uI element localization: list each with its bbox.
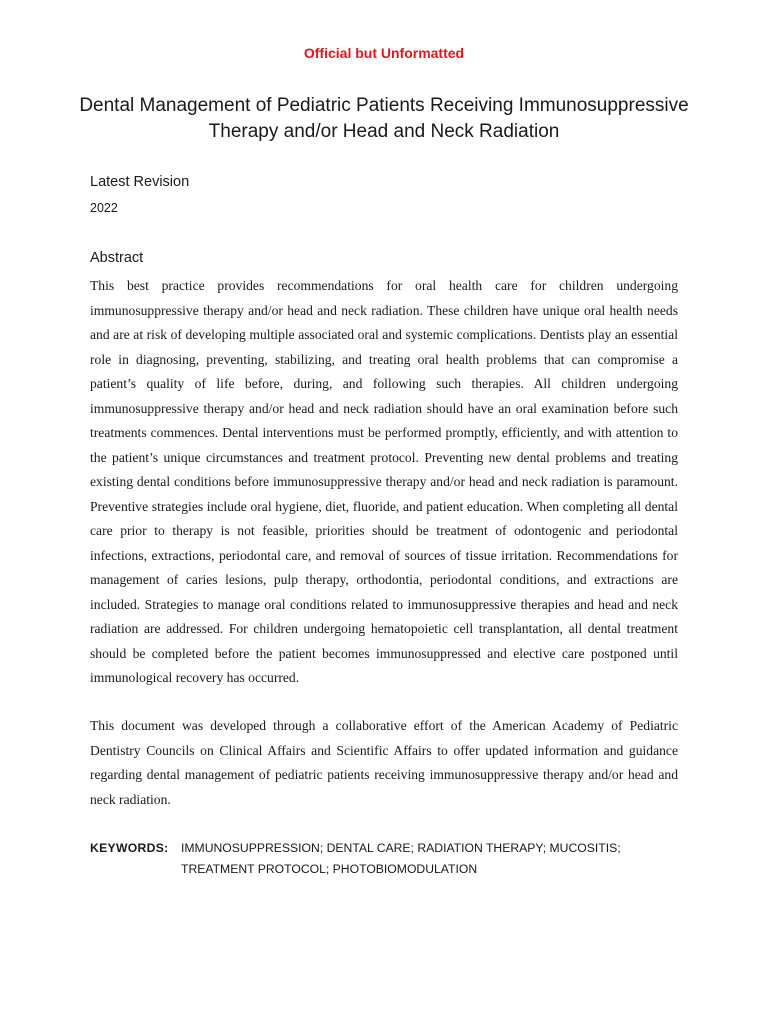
abstract-paragraph-2: This document was developed through a collaborative effort of the American Academy of Pediatric Dentistry Councils on Clinical Affairs and Scientific Affairs to offer updated information and guidance regarding dental management of pediatric patients receiving immunosuppressive therapy and/or head and neck radiation. [90,718,678,807]
document-title: Dental Management of Pediatric Patients Receiving Immunosuppressive Therapy and/or Head and Neck Radiation [79,95,689,142]
abstract-paragraph-1: This best practice provides recommendations for oral health care for children undergoing immunosuppressive therapy and/or head and neck radiation. These children have unique oral health needs and are at risk of developing multiple associated oral and systemic complications. Dentists play an essential role in diagnosing, preventing, stabilizing, and treating oral health problems that can compromise a patient’s quality of life before, during, and following such therapies. All children undergoing immunosuppressive therapy and/or head and neck radiation should have an oral examination before such treatments commences. Dental interventions must be performed promptly, efficiently, and with attention to the patient’s unique circumstances and treatment protocol. Preventing new dental problems and treating existing dental conditions before immunosuppressive therapy and/or head and neck radiation is paramount. Preventive strategies include oral hygiene, diet, fluoride, and patient education. When completing all dental care prior to therapy is not feasible, priorities should be treatment of odontogenic and periodontal infections, extractions, periodontal care, and removal of sources of tissue irritation. Recommendations for management of caries lesions, pulp therapy, orthodontia, periodontal conditions, and extractions are included. Strategies to manage oral conditions related to immunosuppressive therapies and head and neck radiation are addressed. For children undergoing hematopoietic cell transplantation, all dental treatment should be completed before the patient becomes immunosuppressed and elective care postponed until immunological recovery has occurred. [90,278,678,685]
keywords-list: IMMUNOSUPPRESSION; DENTAL CARE; RADIATION THERAPY; MUCOSITIS; TREATMENT PROTOCOL; PHOTOBIOMODULATION [181,841,621,876]
keywords-label: KEYWORDS: [90,841,169,855]
keywords-block [90,838,678,880]
revision-year: 2022 [90,201,118,215]
official-unformatted-notice: Official but Unformatted [303,45,465,61]
abstract-heading: Abstract [90,250,144,266]
revision-label: Latest Revision [90,174,190,190]
